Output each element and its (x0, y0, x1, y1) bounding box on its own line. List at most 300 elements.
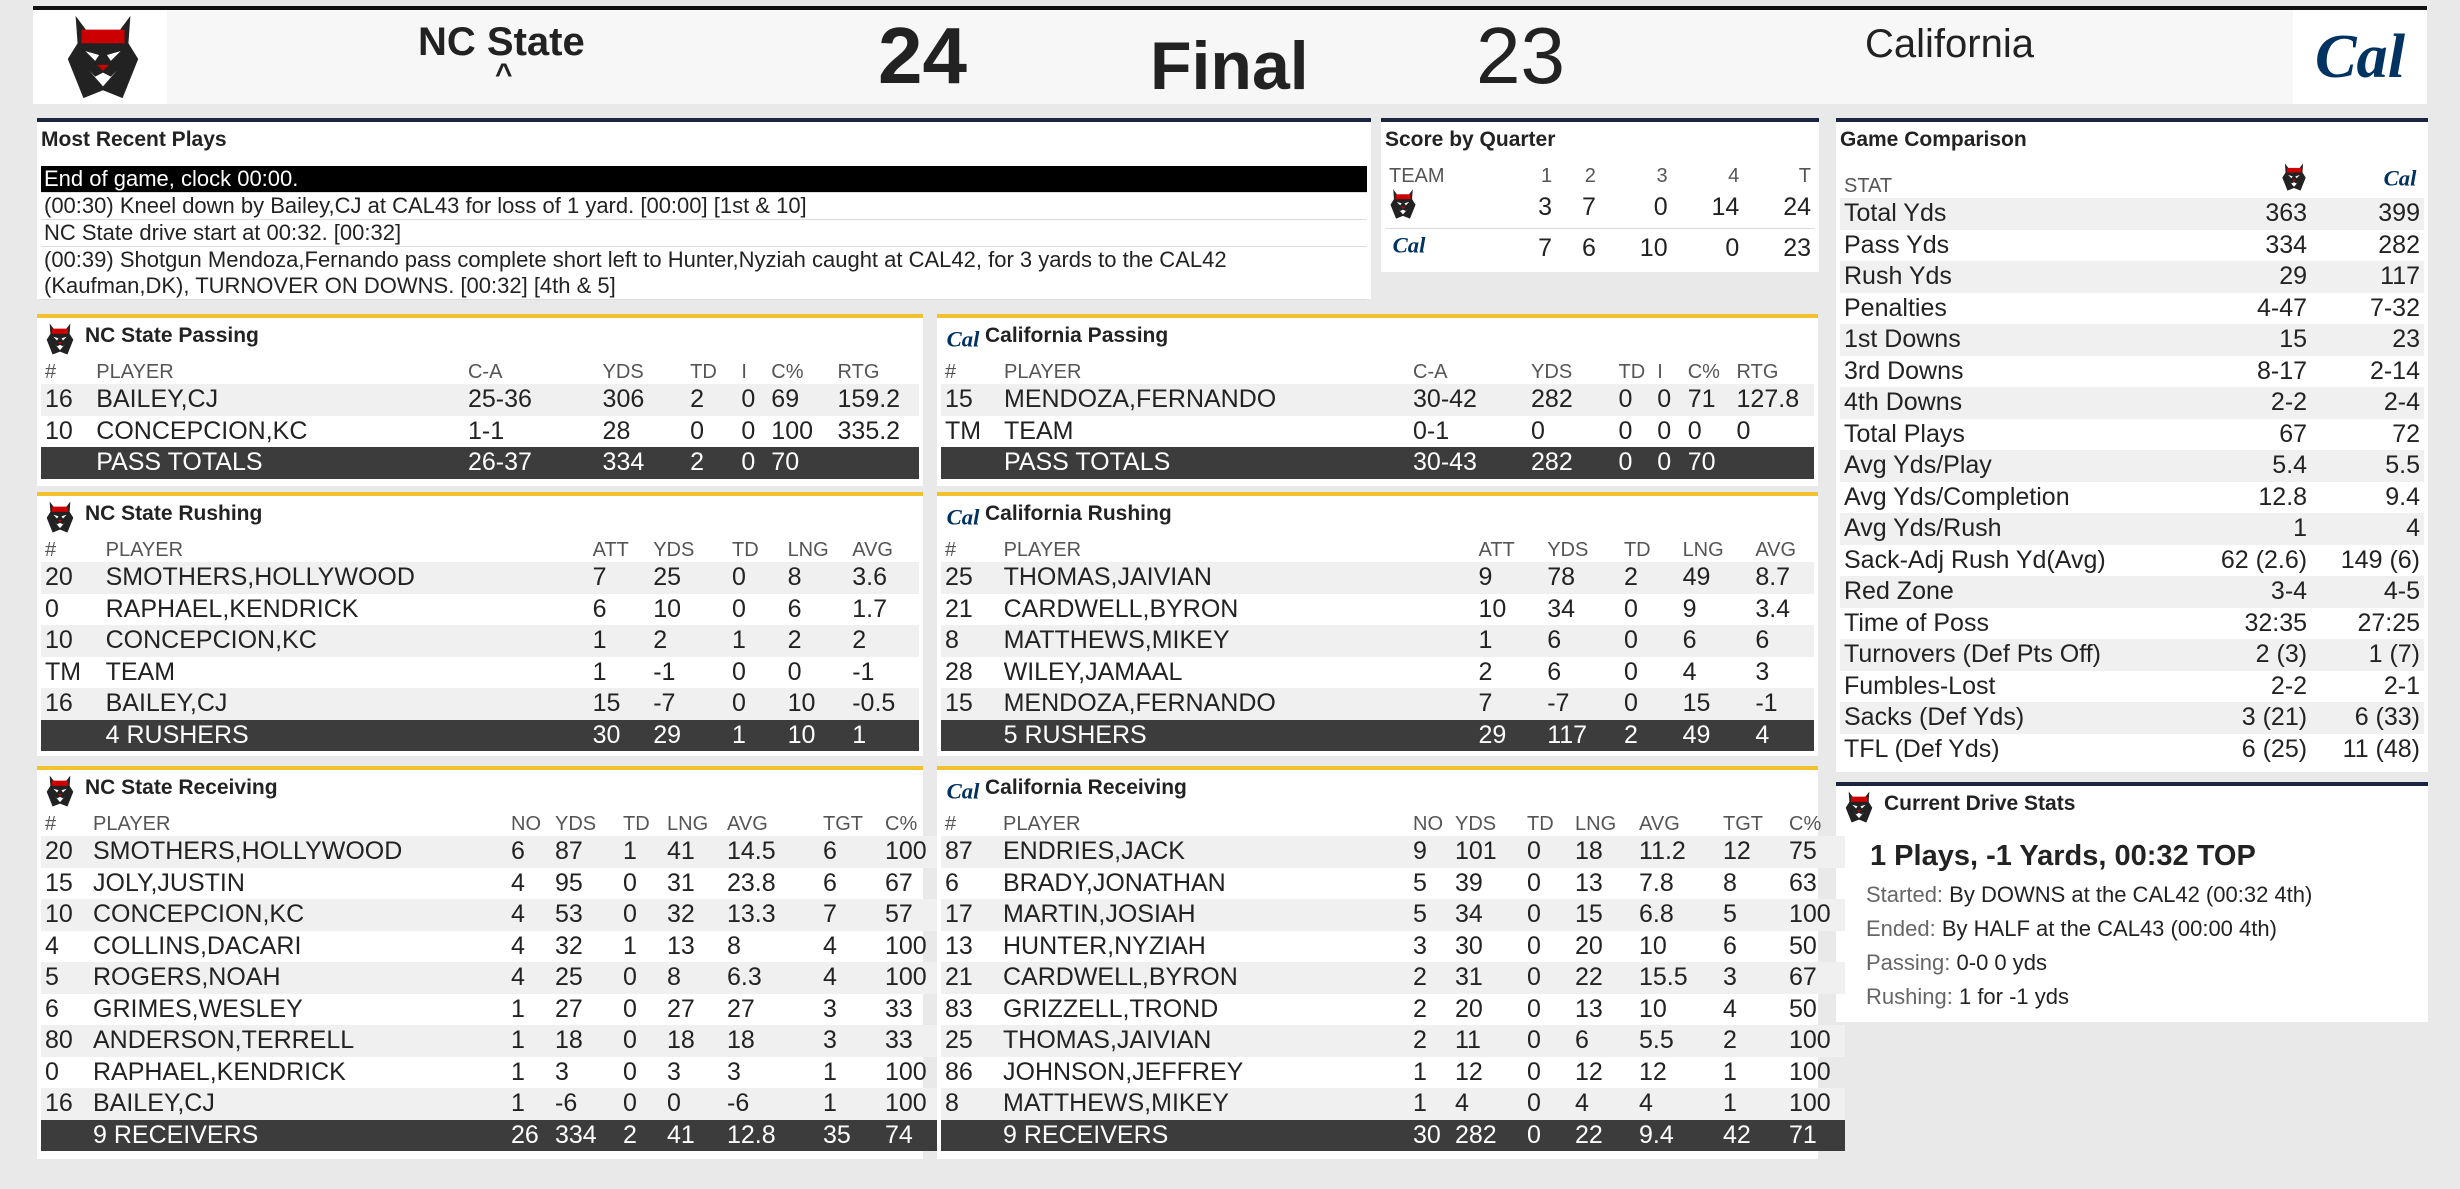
stat-cell: 4 (1723, 994, 1737, 1023)
stat-cell: 71 (1684, 384, 1733, 416)
stat-cell: 18 (1571, 836, 1635, 868)
stat-cell: 1 (507, 1025, 551, 1057)
stat-cell: 50 (1789, 931, 1817, 960)
value: 1 for -1 yds (1958, 984, 2070, 1009)
stat-cell: 1 (619, 836, 663, 868)
stat-cell: 25 (551, 962, 619, 994)
scoreboard-header (33, 6, 2427, 104)
stat-cell: TEAM (1004, 416, 1074, 445)
stat-cell: 6 (1571, 1025, 1635, 1057)
stat-cell: 33 (885, 994, 913, 1023)
table-row (941, 416, 1814, 448)
stat-cell: TEAM (105, 657, 176, 686)
stat-cell: BRADY,JONATHAN (1003, 868, 1226, 897)
stat-cell: 11.2 (1635, 836, 1719, 868)
table-row (41, 1025, 941, 1057)
col-header: PLAYER (93, 813, 171, 835)
col-header: NO (1413, 813, 1443, 835)
stat-cell: 10 (784, 688, 849, 720)
stat-label: 4th Downs (1840, 387, 2189, 419)
label: Passing: (1866, 950, 1951, 975)
score-by-quarter-panel (1381, 118, 1819, 272)
stat-value: 6 (33) (2311, 702, 2424, 734)
stat-cell: 31 (667, 868, 695, 897)
stat-cell: 4 (1571, 1088, 1635, 1120)
stat-cell: 0 (1623, 594, 1638, 623)
total-cell: 334 (551, 1120, 619, 1152)
stat-cell: 306 (599, 384, 687, 416)
col-header: TD (1527, 813, 1554, 835)
col-header: LNG (1682, 539, 1724, 561)
stat-cell: 100 (1785, 899, 1845, 931)
table-row (41, 868, 941, 900)
stat-cell: 30 (1455, 931, 1483, 960)
stat-cell: 6 (1543, 625, 1620, 657)
stat-cell: WILEY,JAMAAL (1003, 657, 1183, 686)
col-header: 2 (1584, 165, 1596, 187)
stat-cell: 4 (507, 962, 551, 994)
stat-cell: 50 (1789, 994, 1817, 1023)
table-row (1840, 261, 2424, 293)
col-header: LNG (667, 813, 709, 835)
stat-cell: 3 (555, 1057, 569, 1086)
stat-cell: 18 (551, 1025, 619, 1057)
stat-cell: 39 (1455, 868, 1483, 897)
stat-cell: 0 (737, 384, 767, 416)
col-header: YDS (555, 813, 597, 835)
stat-cell: 7 (819, 899, 881, 931)
stat-cell: 6 (1723, 931, 1737, 960)
stat-cell: SMOTHERS,HOLLYWOOD (89, 836, 507, 868)
stat-label: Total Plays (1844, 419, 1965, 448)
stat-cell: 0 (623, 994, 637, 1023)
stat-cell: 0 (1736, 416, 1751, 445)
total-cell: 41 (663, 1120, 723, 1152)
stat-cell: 6 (787, 594, 802, 623)
stat-cell: 13 (1575, 868, 1603, 897)
panel-title: NC State Rushing (85, 502, 263, 525)
stat-cell: ENDRIES,JACK (999, 836, 1409, 868)
total-cell (41, 720, 102, 752)
stat-cell: 0 (1620, 688, 1679, 720)
stat-cell: 6 (1679, 625, 1752, 657)
col-header: RTG (837, 361, 880, 383)
col-header: YDS (1455, 813, 1497, 835)
stat-cell: 1 (507, 1088, 551, 1120)
recent-plays-panel (37, 118, 1371, 299)
expand-caret-icon[interactable]: ^ (495, 58, 513, 91)
table-row (1840, 513, 2424, 545)
stat-cell: RAPHAEL,KENDRICK (93, 1057, 346, 1086)
play-item: End of game, clock 00:00. (41, 166, 1367, 193)
total-cell: 30-43 (1409, 447, 1527, 479)
stat-cell: 6 (592, 594, 607, 623)
stat-cell: 0 (1527, 1057, 1541, 1086)
stat-value: 27:25 (2357, 608, 2420, 637)
stat-cell: 0 (1531, 416, 1545, 445)
stat-value: 11 (48) (2342, 734, 2420, 763)
stat-cell: 67 (1785, 962, 1845, 994)
col-header: 4 (1728, 165, 1740, 187)
drive-passing (1866, 950, 2047, 976)
stat-cell: 16 (41, 688, 102, 720)
table-row (941, 1088, 1845, 1120)
wolf-logo-icon (43, 774, 77, 808)
stat-value: 2 (3) (2189, 639, 2311, 671)
stat-value: 62 (2.6) (2220, 545, 2308, 574)
comparison-table (1840, 162, 2424, 765)
stat-cell: 4 (1682, 657, 1697, 686)
stat-cell: GRIMES,WESLEY (93, 994, 303, 1023)
stat-cell: COLLINS,DACARI (93, 931, 302, 960)
stat-value: 2-2 (2189, 387, 2311, 419)
col-header: AVG (727, 813, 768, 835)
stat-cell: 5 (1413, 868, 1427, 897)
stat-value: 5.4 (2189, 450, 2311, 482)
table-row (941, 384, 1814, 416)
stat-cell: 1-1 (467, 416, 505, 445)
stat-cell: 34 (1547, 594, 1575, 623)
stat-cell: 6 (507, 836, 551, 868)
quarter-score: 6 (1582, 233, 1596, 262)
totals-row (941, 720, 1814, 752)
table-row (1840, 450, 2424, 482)
away-team-name: California (1865, 22, 2034, 66)
stats-table (41, 536, 919, 751)
stat-cell: 75 (1785, 836, 1845, 868)
stat-cell: 2 (784, 625, 849, 657)
stat-cell: 1 (1409, 1088, 1451, 1120)
totals-row (41, 720, 919, 752)
stat-cell: -6 (551, 1088, 619, 1120)
stat-value: 6 (25) (2241, 734, 2308, 763)
total-cell: 9 RECEIVERS (999, 1120, 1409, 1152)
stat-cell: THOMAS,JAIVIAN (1000, 562, 1475, 594)
stat-cell: -0.5 (848, 688, 919, 720)
label: Ended: (1866, 916, 1936, 941)
stat-cell: 34 (1451, 899, 1523, 931)
away-rushing-panel (937, 492, 1818, 756)
stat-cell: 100 (881, 962, 941, 994)
value: 0-0 0 yds (1956, 950, 2048, 975)
stat-cell: 100 (771, 416, 814, 445)
stat-cell: 0 (787, 657, 802, 686)
table-row (41, 962, 941, 994)
home-passing-panel (37, 314, 923, 486)
col-header: PLAYER (1003, 813, 1081, 835)
stat-cell: 1 (819, 1088, 881, 1120)
stat-cell: RAPHAEL,KENDRICK (105, 594, 359, 623)
total-cell: 30 (589, 720, 650, 752)
stat-cell: 22 (1571, 962, 1635, 994)
away-passing-panel (937, 314, 1818, 486)
total-cell: 4 (1751, 720, 1814, 752)
home-score: 24 (878, 11, 967, 100)
col-header: # (945, 813, 957, 835)
total-cell: 10 (784, 720, 849, 752)
stat-cell: 0 (1523, 1088, 1571, 1120)
drive-summary: 1 Plays, -1 Yards, 00:32 TOP (1870, 840, 2256, 872)
stat-cell: 0 (45, 1057, 59, 1086)
stat-cell: 20 (1575, 931, 1603, 960)
stat-cell: 27 (555, 994, 583, 1023)
stat-cell: 27 (667, 994, 695, 1023)
col-header: YDS (602, 361, 644, 383)
stat-cell: 0 (1653, 384, 1684, 416)
total-cell: 282 (1527, 447, 1615, 479)
stat-cell: 0 (732, 657, 746, 686)
col-header: AVG (1755, 539, 1797, 561)
stat-cell: 2 (1413, 994, 1427, 1023)
stat-cell: 1 (592, 657, 607, 686)
stat-cell: 0 (1523, 899, 1571, 931)
total-cell: 71 (1785, 1120, 1845, 1152)
stat-value: 1 (2189, 513, 2311, 545)
quarter-score: 10 (1639, 233, 1668, 262)
stat-cell: 1 (1413, 1057, 1427, 1086)
home-rushing-panel (37, 492, 923, 756)
col-header: YDS (1531, 361, 1573, 383)
stat-label: Fumbles-Lost (1844, 671, 1996, 700)
table-row (1840, 324, 2424, 356)
stat-cell: 101 (1451, 836, 1523, 868)
quarter-score: 3 (1538, 193, 1553, 222)
home-receiving-panel (37, 766, 927, 1159)
stat-cell: 2 (848, 625, 919, 657)
totals-row (41, 1120, 941, 1152)
total-cell: 2 (1620, 720, 1679, 752)
col-header: C% (1789, 813, 1822, 835)
stat-cell: 0 (619, 962, 663, 994)
table-row (941, 1025, 1845, 1057)
total-cell: 117 (1543, 720, 1620, 752)
stat-cell: BAILEY,CJ (92, 384, 464, 416)
table-row (941, 657, 1814, 689)
table-row (41, 657, 919, 689)
stat-value: 15 (2189, 324, 2311, 356)
total-cell: 70 (1684, 447, 1733, 479)
wolf-logo-icon (43, 322, 77, 356)
stat-cell: 4 (511, 868, 525, 897)
stat-cell: 13 (667, 931, 695, 960)
col-header: # (45, 813, 57, 835)
col-header: NO (511, 813, 541, 835)
col-header: AVG (852, 539, 893, 561)
table-row (1840, 608, 2424, 640)
quarter-score: 14 (1711, 193, 1740, 222)
stat-cell: 0 (1620, 625, 1679, 657)
stat-cell: 0 (1618, 416, 1633, 445)
stat-cell: -1 (1751, 688, 1814, 720)
total-cell (941, 1120, 999, 1152)
stat-cell: 159.2 (834, 384, 919, 416)
stat-cell: 8 (784, 562, 849, 594)
plays-list (41, 166, 1367, 300)
quarter-score: 7 (1582, 193, 1596, 222)
stat-cell: 9 (1409, 836, 1451, 868)
stat-cell: 7 (1474, 688, 1543, 720)
stat-cell: 3 (667, 1057, 681, 1086)
stat-cell: 20 (1455, 994, 1483, 1023)
total-cell (834, 447, 919, 479)
table-row (41, 688, 919, 720)
table-row (1840, 545, 2424, 577)
col-header: T (1798, 165, 1811, 187)
stat-cell: 12 (1455, 1057, 1483, 1086)
stat-cell: 10 (41, 899, 89, 931)
stat-cell: -7 (649, 688, 728, 720)
quarter-score: 0 (1725, 233, 1740, 262)
stat-cell: 15 (1679, 688, 1752, 720)
stat-cell: 0 (1623, 657, 1638, 686)
table-row (41, 1057, 941, 1089)
stat-cell: 15 (1571, 899, 1635, 931)
stat-value: 2-4 (2311, 387, 2424, 419)
col-header: C% (1687, 361, 1720, 383)
away-team-logo (2293, 10, 2427, 104)
stat-cell: 3 (1413, 931, 1427, 960)
stat-cell: THOMAS,JAIVIAN (999, 1025, 1409, 1057)
cal-logo-icon (943, 322, 983, 356)
stat-cell: 1 (623, 931, 637, 960)
total-cell: 22 (1571, 1120, 1635, 1152)
stats-table (941, 536, 1814, 751)
total-cell: 0 (737, 447, 767, 479)
stats-table (41, 810, 941, 1151)
stat-label: Rush Yds (1840, 261, 2189, 293)
table-row (41, 931, 941, 963)
stat-cell: 100 (885, 1057, 927, 1086)
total-cell: 4 RUSHERS (102, 720, 589, 752)
col-header: TD (623, 813, 650, 835)
stat-cell: MATTHEWS,MIKEY (999, 1088, 1409, 1120)
stat-cell: 49 (1679, 562, 1752, 594)
stat-cell: 5 (1719, 899, 1785, 931)
stat-cell: 0 (690, 416, 705, 445)
stat-cell: 1 (1719, 1088, 1785, 1120)
stat-cell: 1 (728, 625, 784, 657)
stats-table (941, 810, 1845, 1151)
col-header: TD (1623, 539, 1651, 561)
col-header: TGT (1723, 813, 1763, 835)
stat-cell: 20 (41, 836, 89, 868)
stat-cell: 0 (663, 1088, 723, 1120)
stat-value: 5.5 (2311, 450, 2424, 482)
stat-cell: MARTIN,JOSIAH (999, 899, 1409, 931)
stat-cell: 53 (551, 899, 619, 931)
stats-table (941, 358, 1814, 479)
stat-cell: 127.8 (1733, 384, 1814, 416)
table-row (1840, 198, 2424, 230)
stat-label: Avg Yds/Play (1840, 450, 2189, 482)
table-row (941, 962, 1845, 994)
cal-logo-icon (2380, 164, 2420, 192)
stat-cell: 87 (941, 836, 999, 868)
stat-cell: 0 (45, 594, 59, 623)
col-header: # (45, 361, 57, 383)
stat-cell: 6 (945, 868, 959, 897)
stat-cell: 0 (623, 1057, 637, 1086)
stat-value: 32:35 (2244, 608, 2308, 637)
panel-title: Score by Quarter (1385, 128, 1556, 151)
col-header: TGT (823, 813, 863, 835)
total-cell: 74 (881, 1120, 941, 1152)
stat-cell: 78 (1543, 562, 1620, 594)
stat-cell: 15 (941, 688, 1000, 720)
table-row (941, 836, 1845, 868)
table-row (941, 688, 1814, 720)
quarter-score: 7 (1538, 233, 1553, 262)
stat-cell: 20 (41, 562, 102, 594)
total-cell: 2 (686, 447, 737, 479)
total-score: 23 (1783, 233, 1811, 262)
table-row (1840, 639, 2424, 671)
col-header: I (1657, 361, 1663, 383)
stat-cell: 0 (623, 868, 637, 897)
stat-cell: 2 (1620, 562, 1679, 594)
total-cell (1733, 447, 1814, 479)
stat-cell: 10 (45, 416, 73, 445)
total-cell (41, 447, 92, 479)
stat-cell: ROGERS,NOAH (89, 962, 507, 994)
stat-cell: 3 (819, 1025, 881, 1057)
total-cell: 70 (767, 447, 833, 479)
stat-cell: 282 (1527, 384, 1615, 416)
stat-cell: 7.8 (1639, 868, 1674, 897)
stat-cell: 25 (941, 562, 1000, 594)
stat-cell: 0 (619, 1088, 663, 1120)
stat-cell: 9 (1682, 594, 1697, 623)
stat-cell: 1 (1723, 1057, 1737, 1086)
stat-cell: 2 (1409, 1025, 1451, 1057)
total-cell: 0 (1653, 447, 1684, 479)
stat-cell: 63 (1789, 868, 1817, 897)
label: Rushing: (1866, 984, 1953, 1009)
stat-cell: 8 (727, 931, 741, 960)
total-cell: 1 (848, 720, 919, 752)
stat-value: 149 (6) (2340, 545, 2420, 574)
stat-cell: BAILEY,CJ (102, 688, 589, 720)
stat-cell: 21 (941, 962, 999, 994)
stat-value: 72 (2392, 419, 2420, 448)
col-header: TD (690, 361, 717, 383)
stat-cell: MATTHEWS,MIKEY (1000, 625, 1475, 657)
stat-cell: MENDOZA,FERNANDO (1000, 384, 1409, 416)
stat-cell: 6 (819, 836, 881, 868)
stat-cell: 12 (1719, 836, 1785, 868)
stat-cell: 95 (555, 868, 583, 897)
table-row (41, 384, 919, 416)
col-header: I (741, 361, 747, 383)
stat-cell: 10 (41, 625, 102, 657)
stat-cell: 2 (1409, 962, 1451, 994)
stat-cell: CARDWELL,BYRON (999, 962, 1409, 994)
stat-cell: JOHNSON,JEFFREY (1003, 1057, 1244, 1086)
table-row (1840, 734, 2424, 766)
stat-cell: 32 (663, 899, 723, 931)
panel-title: California Passing (985, 324, 1169, 347)
col-header: PLAYER (1004, 361, 1082, 383)
stat-value: 7-32 (2369, 293, 2420, 322)
stat-cell: 30-42 (1409, 384, 1527, 416)
total-cell (941, 720, 1000, 752)
quarter-score: 0 (1653, 193, 1668, 222)
stat-value: 3 (21) (2189, 702, 2311, 734)
stat-cell: 100 (881, 836, 941, 868)
total-cell: 0 (1523, 1120, 1571, 1152)
stat-cell: 100 (1785, 1088, 1845, 1120)
stat-cell: 6 (1751, 625, 1814, 657)
